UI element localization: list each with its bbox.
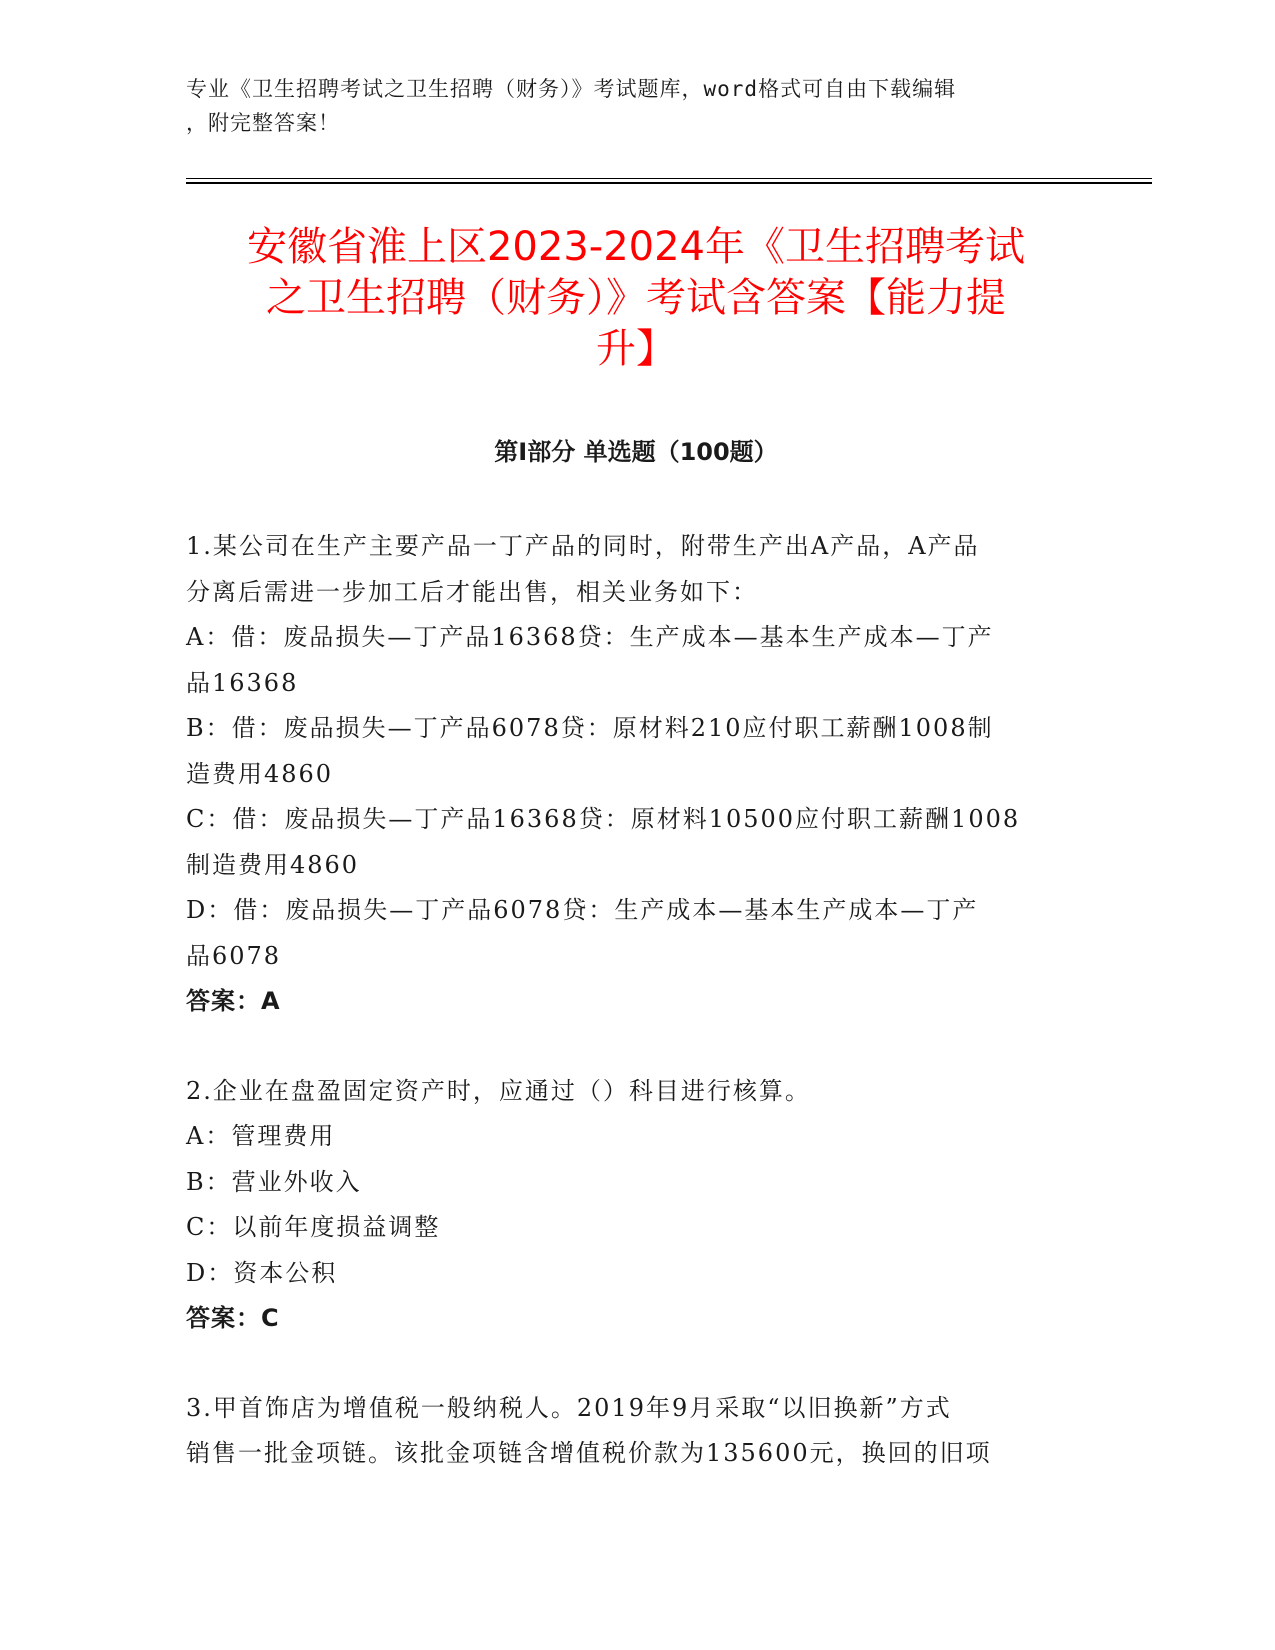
header-note-line-2: ，附完整答案！	[186, 111, 340, 135]
question-stem: 3.甲首饰店为增值税一般纳税人。2019年9月采取“以旧换新”方式	[186, 1393, 952, 1422]
option-a: A：借：废品损失—丁产品16368贷：生产成本—基本生产成本—丁产	[186, 623, 994, 651]
option-d: 品6078	[186, 941, 282, 970]
question-list	[186, 524, 1066, 1521]
option-b: B：借：废品损失—丁产品6078贷：原材料210应付职工薪酬1008制	[186, 714, 994, 742]
answer-label: 答案：C	[186, 1304, 280, 1332]
question-stem: 1.某公司在生产主要产品一丁产品的同时，附带生产出A产品，A产品	[186, 532, 980, 560]
header-note-line-1: 专业《卫生招聘考试之卫生招聘（财务）》考试题库，word格式可自由下载编辑	[186, 77, 957, 101]
option-c: C：以前年度损益调整	[186, 1213, 441, 1241]
document-title	[186, 222, 1086, 375]
question-1	[186, 524, 1066, 1025]
question-stem: 分离后需进一步加工后才能出售，相关业务如下：	[186, 577, 758, 606]
option-d: D：借：废品损失—丁产品6078贷：生产成本—基本生产成本—丁产	[186, 896, 979, 924]
title-line-3: 升】	[596, 326, 676, 372]
option-b: 造费用4860	[186, 759, 334, 788]
title-line-1: 安徽省淮上区2023-2024年《卫生招聘考试	[246, 224, 1026, 270]
option-d: D：资本公积	[186, 1258, 338, 1287]
question-2	[186, 1069, 1066, 1342]
title-line-2: 之卫生招聘（财务）》考试含答案【能力提	[266, 275, 1006, 321]
header-note	[186, 72, 1066, 140]
question-stem: 销售一批金项链。该批金项链含增值税价款为135600元，换回的旧项	[186, 1439, 992, 1467]
answer-label: 答案：A	[186, 987, 281, 1015]
header-divider-thin	[186, 178, 1152, 179]
option-a: 品16368	[186, 668, 299, 697]
option-c: 制造费用4860	[186, 850, 360, 879]
option-a: A：管理费用	[186, 1122, 336, 1150]
option-b: B：营业外收入	[186, 1167, 362, 1196]
header-divider-thick	[186, 182, 1152, 184]
question-stem: 2.企业在盘盈固定资产时，应通过（）科目进行核算。	[186, 1076, 811, 1105]
question-3	[186, 1386, 1066, 1477]
section-heading: 第Ⅰ部分 单选题（100题）	[494, 438, 778, 466]
option-c: C：借：废品损失—丁产品16368贷：原材料10500应付职工薪酬1008	[186, 805, 1021, 833]
